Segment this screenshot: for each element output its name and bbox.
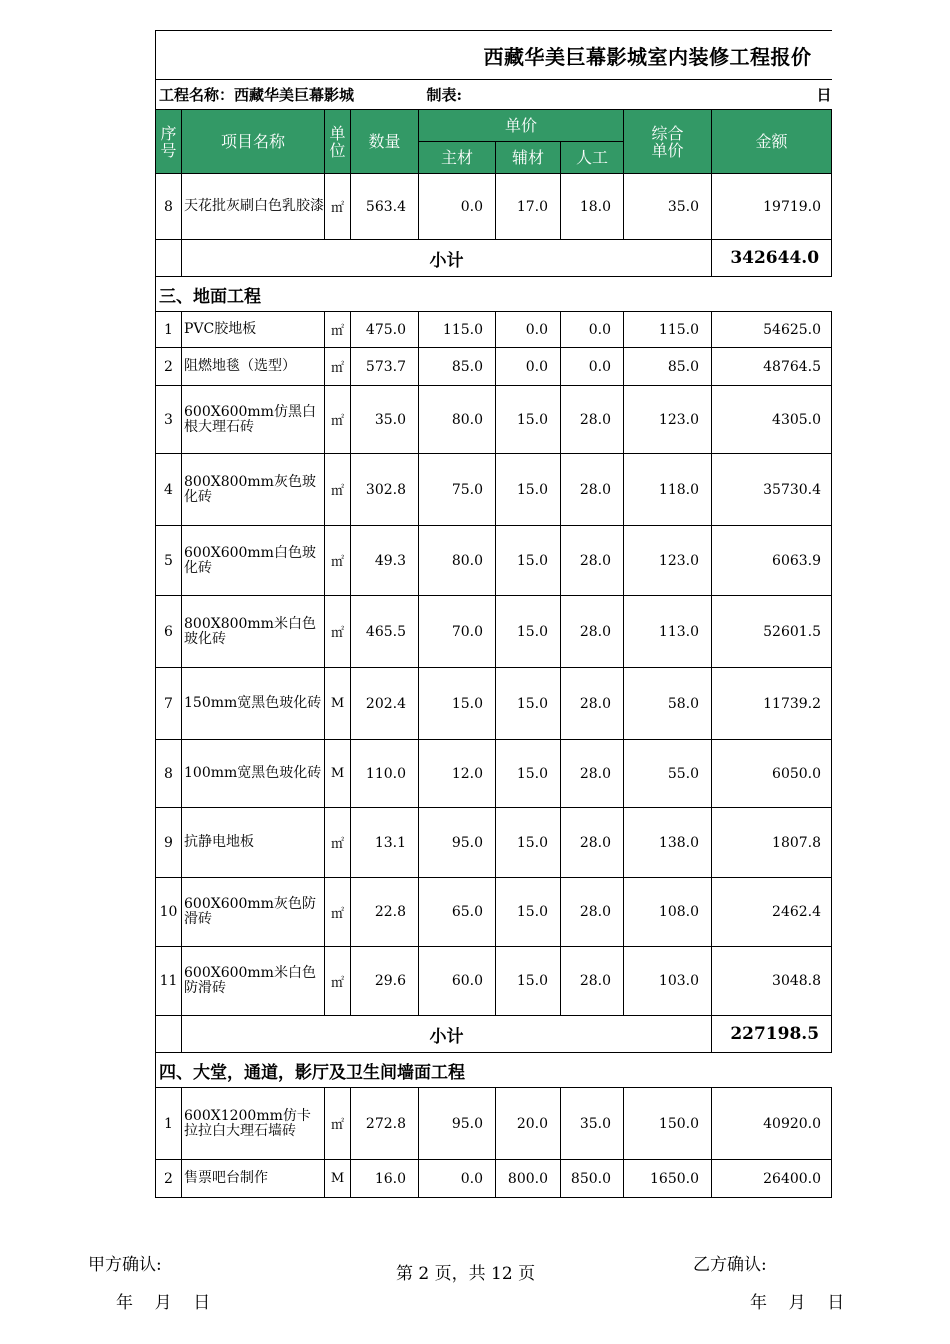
- cell-amount: 54625.0: [712, 312, 832, 348]
- cell-seq: 7: [156, 668, 182, 740]
- cell-aux: 15.0: [496, 526, 561, 596]
- table-row: [156, 947, 832, 1016]
- cell-labor: 28.0: [561, 947, 624, 1016]
- cell-labor: 850.0: [561, 1160, 624, 1198]
- cell-labor: 35.0: [561, 1088, 624, 1160]
- cell-main: 75.0: [419, 454, 496, 526]
- cell-name: PVC胶地板: [182, 312, 325, 348]
- cell-seq: 4: [156, 454, 182, 526]
- cell-main: 85.0: [419, 348, 496, 386]
- cell-combined: 55.0: [624, 740, 712, 808]
- cell-unit: ㎡: [325, 808, 351, 878]
- cell-unit: ㎡: [325, 386, 351, 454]
- cell-qty: 13.1: [351, 808, 419, 878]
- header-name: 项目名称: [182, 110, 325, 174]
- header-unit-price: 单价: [419, 110, 624, 142]
- cell-name: 600X600mm灰色防滑砖: [182, 878, 325, 947]
- cell-seq: 5: [156, 526, 182, 596]
- cell-labor: 28.0: [561, 740, 624, 808]
- table-row: [156, 1088, 832, 1160]
- cell-unit: ㎡: [325, 348, 351, 386]
- cell-combined: 138.0: [624, 808, 712, 878]
- cell-main: 12.0: [419, 740, 496, 808]
- cell-amount: 19719.0: [712, 174, 832, 240]
- date-label: 日: [624, 80, 832, 110]
- cell-seq: 8: [156, 174, 182, 240]
- table-row: [156, 386, 832, 454]
- cell-name: 抗静电地板: [182, 808, 325, 878]
- cell-labor: 28.0: [561, 454, 624, 526]
- cell-qty: 110.0: [351, 740, 419, 808]
- cell-aux: 15.0: [496, 668, 561, 740]
- cell-qty: 29.6: [351, 947, 419, 1016]
- cell-name: 600X1200mm仿卡拉拉白大理石墙砖: [182, 1088, 325, 1160]
- cell-unit: ㎡: [325, 1088, 351, 1160]
- cell-combined: 118.0: [624, 454, 712, 526]
- cell-amount: 11739.2: [712, 668, 832, 740]
- section-title: 三、地面工程: [156, 277, 832, 312]
- cell-unit: M: [325, 1160, 351, 1198]
- cell-main: 0.0: [419, 1160, 496, 1198]
- cell-name: 600X600mm仿黑白根大理石砖: [182, 386, 325, 454]
- cell-aux: 15.0: [496, 386, 561, 454]
- header-combined: 综合单价: [624, 110, 712, 174]
- table-row: [156, 878, 832, 947]
- cell-unit: ㎡: [325, 454, 351, 526]
- cell-combined: 123.0: [624, 526, 712, 596]
- cell-aux: 800.0: [496, 1160, 561, 1198]
- cell-name: 800X800mm灰色玻化砖: [182, 454, 325, 526]
- cell-unit: M: [325, 668, 351, 740]
- cell-amount: 35730.4: [712, 454, 832, 526]
- quote-table: [155, 30, 832, 1198]
- cell-qty: 302.8: [351, 454, 419, 526]
- cell-main: 95.0: [419, 808, 496, 878]
- cell-aux: 15.0: [496, 808, 561, 878]
- cell-main: 115.0: [419, 312, 496, 348]
- cell-name: 150mm宽黑色玻化砖: [182, 668, 325, 740]
- cell-qty: 272.8: [351, 1088, 419, 1160]
- cell-main: 70.0: [419, 596, 496, 668]
- cell-unit: ㎡: [325, 596, 351, 668]
- cell-unit: ㎡: [325, 947, 351, 1016]
- cell-seq: 2: [156, 348, 182, 386]
- section-title: 四、大堂，通道，影厅及卫生间墙面工程: [156, 1053, 832, 1088]
- cell-seq: 6: [156, 596, 182, 668]
- cell-unit: ㎡: [325, 174, 351, 240]
- cell-labor: 28.0: [561, 878, 624, 947]
- cell-combined: 108.0: [624, 878, 712, 947]
- table-row: [156, 348, 832, 386]
- cell-aux: 15.0: [496, 947, 561, 1016]
- header-unit: 单位: [325, 110, 351, 174]
- cell-qty: 22.8: [351, 878, 419, 947]
- cell-seq: 2: [156, 1160, 182, 1198]
- cell-labor: 18.0: [561, 174, 624, 240]
- cell-combined: 150.0: [624, 1088, 712, 1160]
- header-aux: 辅材: [496, 142, 561, 174]
- cell-amount: 6063.9: [712, 526, 832, 596]
- maker-label: 制表:: [419, 80, 624, 110]
- table-row: [156, 596, 832, 668]
- cell-seq: 10: [156, 878, 182, 947]
- header-labor: 人工: [561, 142, 624, 174]
- party-a-date: 年 月 日: [116, 1293, 211, 1313]
- header-main: 主材: [419, 142, 496, 174]
- cell-name: 售票吧台制作: [182, 1160, 325, 1198]
- cell-amount: 2462.4: [712, 878, 832, 947]
- cell-combined: 103.0: [624, 947, 712, 1016]
- table-row: [156, 740, 832, 808]
- project-name: 工程名称：西藏华美巨幕影城: [156, 80, 419, 110]
- cell-seq: 8: [156, 740, 182, 808]
- section-header: [156, 277, 832, 312]
- cell-amount: 40920.0: [712, 1088, 832, 1160]
- cell-main: 65.0: [419, 878, 496, 947]
- cell-combined: 35.0: [624, 174, 712, 240]
- cell-seq: 11: [156, 947, 182, 1016]
- cell-qty: 475.0: [351, 312, 419, 348]
- cell-labor: 28.0: [561, 668, 624, 740]
- subtotal-label: 小计: [182, 240, 712, 277]
- table-row: [156, 526, 832, 596]
- cell-amount: 48764.5: [712, 348, 832, 386]
- cell-main: 80.0: [419, 526, 496, 596]
- subtotal-label: 小计: [182, 1016, 712, 1053]
- cell-main: 15.0: [419, 668, 496, 740]
- cell-name: 600X600mm白色玻化砖: [182, 526, 325, 596]
- cell-name: 阻燃地毯（选型）: [182, 348, 325, 386]
- cell-labor: 28.0: [561, 386, 624, 454]
- cell-labor: 0.0: [561, 312, 624, 348]
- cell-labor: 28.0: [561, 808, 624, 878]
- table-row: [156, 174, 832, 240]
- cell-combined: 123.0: [624, 386, 712, 454]
- subtotal-amount: 342644.0: [712, 240, 832, 277]
- cell-name: 600X600mm米白色防滑砖: [182, 947, 325, 1016]
- cell-combined: 113.0: [624, 596, 712, 668]
- cell-amount: 52601.5: [712, 596, 832, 668]
- cell-amount: 3048.8: [712, 947, 832, 1016]
- cell-aux: 15.0: [496, 878, 561, 947]
- cell-aux: 0.0: [496, 312, 561, 348]
- cell-combined: 115.0: [624, 312, 712, 348]
- cell-qty: 35.0: [351, 386, 419, 454]
- cell-labor: 28.0: [561, 526, 624, 596]
- cell-aux: 15.0: [496, 740, 561, 808]
- quote-sheet: [155, 30, 831, 1198]
- cell-combined: 85.0: [624, 348, 712, 386]
- cell-combined: 1650.0: [624, 1160, 712, 1198]
- cell-unit: ㎡: [325, 878, 351, 947]
- cell-seq: 9: [156, 808, 182, 878]
- subtotal-row: [156, 1016, 832, 1053]
- subtotal-blank: [156, 240, 182, 277]
- cell-amount: 26400.0: [712, 1160, 832, 1198]
- table-row: [156, 312, 832, 348]
- header-seq: 序号: [156, 110, 182, 174]
- sheet-title: 西藏华美巨幕影城室内装修工程报价: [156, 31, 832, 80]
- cell-aux: 15.0: [496, 596, 561, 668]
- cell-amount: 4305.0: [712, 386, 832, 454]
- cell-seq: 3: [156, 386, 182, 454]
- header-amount: 金额: [712, 110, 832, 174]
- page-indicator: 第 2 页，共 12 页: [396, 1264, 536, 1284]
- table-row: [156, 454, 832, 526]
- cell-labor: 0.0: [561, 348, 624, 386]
- cell-aux: 15.0: [496, 454, 561, 526]
- cell-qty: 202.4: [351, 668, 419, 740]
- cell-qty: 49.3: [351, 526, 419, 596]
- cell-name: 100mm宽黑色玻化砖: [182, 740, 325, 808]
- table-row: [156, 668, 832, 740]
- cell-labor: 28.0: [561, 596, 624, 668]
- cell-main: 95.0: [419, 1088, 496, 1160]
- cell-name: 800X800mm米白色玻化砖: [182, 596, 325, 668]
- party-b-date: 年 月 日: [750, 1293, 845, 1313]
- subtotal-row: [156, 240, 832, 277]
- cell-qty: 465.5: [351, 596, 419, 668]
- subtotal-blank: [156, 1016, 182, 1053]
- cell-amount: 6050.0: [712, 740, 832, 808]
- cell-main: 60.0: [419, 947, 496, 1016]
- cell-main: 0.0: [419, 174, 496, 240]
- section-header: [156, 1053, 832, 1088]
- cell-aux: 17.0: [496, 174, 561, 240]
- cell-unit: M: [325, 740, 351, 808]
- cell-seq: 1: [156, 1088, 182, 1160]
- party-a-confirm: 甲方确认:: [88, 1255, 162, 1275]
- cell-amount: 1807.8: [712, 808, 832, 878]
- header-qty: 数量: [351, 110, 419, 174]
- cell-main: 80.0: [419, 386, 496, 454]
- cell-seq: 1: [156, 312, 182, 348]
- cell-unit: ㎡: [325, 526, 351, 596]
- cell-aux: 20.0: [496, 1088, 561, 1160]
- subtotal-amount: 227198.5: [712, 1016, 832, 1053]
- table-row: [156, 808, 832, 878]
- cell-qty: 16.0: [351, 1160, 419, 1198]
- cell-unit: ㎡: [325, 312, 351, 348]
- cell-qty: 563.4: [351, 174, 419, 240]
- cell-combined: 58.0: [624, 668, 712, 740]
- cell-qty: 573.7: [351, 348, 419, 386]
- cell-name: 天花批灰刷白色乳胶漆: [182, 174, 325, 240]
- table-row: [156, 1160, 832, 1198]
- party-b-confirm: 乙方确认:: [693, 1255, 767, 1275]
- cell-aux: 0.0: [496, 348, 561, 386]
